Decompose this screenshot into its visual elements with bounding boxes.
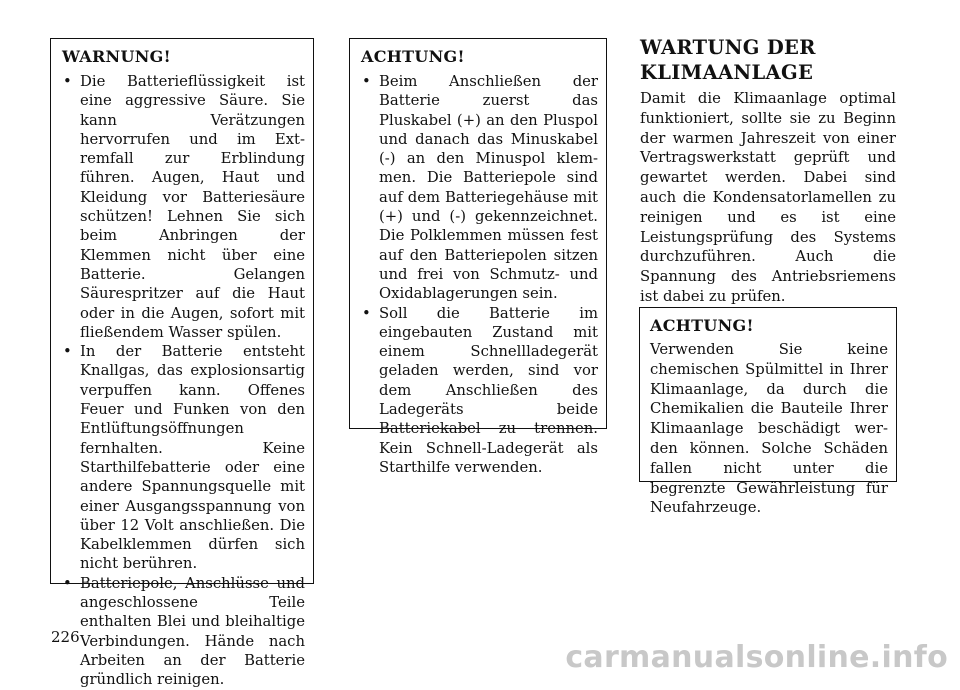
warning-item-lead: • Batteriepole, Anschlüsse und angeschlossene Teile enthalten Blei und bleihaltige Verbindungen. Hände nach Arbeiten an der Batterie gründlich reinigen. bbox=[62, 574, 305, 690]
watermark: carmanualsonline.info bbox=[565, 640, 948, 675]
caution-title-ac: ACHTUNG! bbox=[650, 316, 754, 335]
page-number: 226 bbox=[51, 628, 80, 646]
caution-box-battery bbox=[349, 38, 607, 476]
caution-title-battery: ACHTUNG! bbox=[361, 47, 465, 66]
warning-list bbox=[62, 72, 305, 690]
warning-title: WARNUNG! bbox=[62, 47, 171, 66]
caution-item-connect: • Beim Anschließen der Batterie zuerst das Pluskabel (+) an den Pluspol und danach das Minuskabel (-) an den Minuspol klemmen. Die Batteriepole sind auf dem Batteriegehäuse mit (+) und (-) gekennzeichnet. Die Polklemmen müssen fest auf den Batteriepolen sitzen und frei von Schmutz- und Oxidablagerungen sein. bbox=[361, 72, 598, 304]
warning-item-gas: • In der Batterie entsteht Knallgas, das explosionsartig verpuffen kann. Offenes Feuer und Funken von den Entlüftungsöffnungen fernhalten. Keine Starthilfebatterie oder eine andere Spannungsquelle mit einer Ausgangsspannung von über 12 Volt anschließen. Die Kabelklemmen dürfen sich nicht berühren. bbox=[62, 342, 305, 574]
caution-item-charger: • Soll die Batterie im eingebauten Zustand mit einem Schnellladegerät geladen werden, sind vor dem Anschließen des Ladegeräts beide Batteriekabel zu trennen. Kein Schnell-Ladegerät als Starthilfe verwenden. bbox=[361, 304, 598, 478]
warning-item-acid: • Die Batterieflüssigkeit ist eine aggressive Säure. Sie kann Verätzungen hervorrufen und im Extremfall zur Erblindung führen. Augen, Haut und Kleidung vor Batteriesäure schützen! Lehnen Sie sich beim Anbringen der Klemmen nicht über eine Batterie. Gelangen Säurespritzer auf die Haut oder in die Augen, sofort mit fließendem Wasser spülen. bbox=[62, 72, 305, 342]
caution-list-battery bbox=[361, 72, 598, 477]
section-body-text: Damit die Klimaanlage optimal funktioniert, sollte sie zu Beginn der warmen Jahreszeit von einer Vertragswerkstatt geprüft und gewartet werden. Dabei sind auch die Kondensatorlamellen zu reinigen und es ist eine Leistungsprüfung des Systems durchzuführen. Auch die Spannung des Antriebsriemens ist dabei zu prüfen. bbox=[640, 90, 896, 305]
caution-text-ac: Verwenden Sie keine chemischen Spülmittel in Ihrer Klimaanlage, da durch die Chemikalien die Bauteile Ihrer Klimaanlage beschädigt werden können. Solche Schäden fallen nicht unter die begrenzte Gewährleistung für Neufahrzeuge. bbox=[650, 341, 888, 517]
section-heading: WARTUNG DER KLIMAANLAGE bbox=[640, 36, 816, 84]
caution-box-ac bbox=[639, 307, 897, 517]
